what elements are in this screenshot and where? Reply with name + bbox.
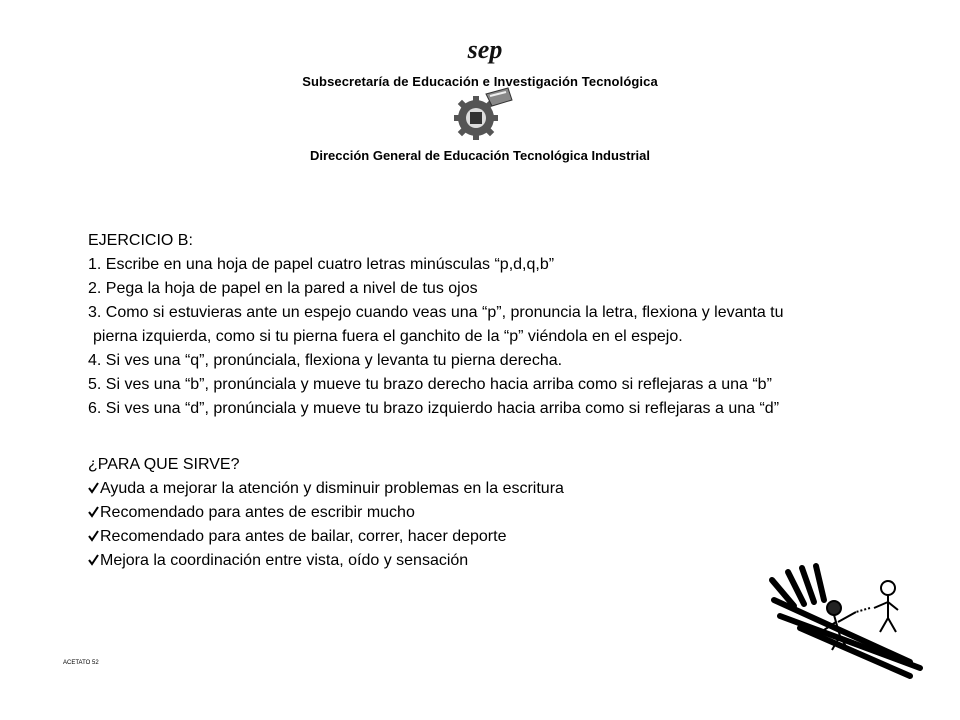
gear-logo-icon xyxy=(446,84,518,144)
list-item xyxy=(88,525,788,549)
exercise-step-1: 1. Escribe en una hoja de papel cuatro letras minúsculas “p,d,q,b” xyxy=(88,256,555,273)
exercise-step-3: 3. Como si estuvieras ante un espejo cuando veas una “p”, pronuncia la letra, flexiona y levanta tu xyxy=(88,304,784,321)
sep-logo xyxy=(450,34,520,68)
list-item xyxy=(88,501,788,525)
exercise-step-2: 2. Pega la hoja de papel en la pared a nivel de tus ojos xyxy=(88,280,478,297)
checkmark-icon xyxy=(88,530,99,542)
purpose-item-text: Mejora la coordinación entre vista, oído y sensación xyxy=(100,552,469,569)
exercise-step-4: 4. Si ves una “q”, pronúnciala, flexiona y levanta tu pierna derecha. xyxy=(88,352,563,369)
kids-figure-illustration xyxy=(760,560,930,680)
exercise-step-5: 5. Si ves una “b”, pronúnciala y mueve tu brazo derecho hacia arriba como si reflejaras a una “b” xyxy=(88,376,772,393)
purpose-item-text: Recomendado para antes de bailar, correr, hacer deporte xyxy=(100,528,507,545)
purpose-title: ¿PARA QUE SIRVE? xyxy=(88,456,240,473)
footnote: ACETATO 52 xyxy=(63,660,99,666)
exercise-step-3-continuation: pierna izquierda, como si tu pierna fuera el ganchito de la “p” viéndola en el espejo. xyxy=(93,328,683,345)
exercise-step-6: 6. Si ves una “d”, pronúnciala y mueve tu brazo izquierdo hacia arriba como si reflejaras a una “d” xyxy=(88,400,780,417)
list-item xyxy=(88,477,788,501)
checkmark-icon xyxy=(88,482,99,494)
exercise-title: EJERCICIO B: xyxy=(88,232,193,249)
subsecretaria-heading: Subsecretaría de Educación e Investigación Tecnológica xyxy=(302,74,658,89)
purpose-section xyxy=(88,453,788,573)
sep-logo-text: sep xyxy=(467,35,503,64)
purpose-item-text: Ayuda a mejorar la atención y disminuir problemas en la escritura xyxy=(100,480,564,497)
exercise-section xyxy=(88,229,928,421)
checkmark-icon xyxy=(88,506,99,518)
checkmark-icon xyxy=(88,554,99,566)
direccion-heading: Dirección General de Educación Tecnológica Industrial xyxy=(309,148,650,163)
purpose-item-text: Recomendado para antes de escribir mucho xyxy=(100,504,415,521)
list-item xyxy=(88,549,788,573)
